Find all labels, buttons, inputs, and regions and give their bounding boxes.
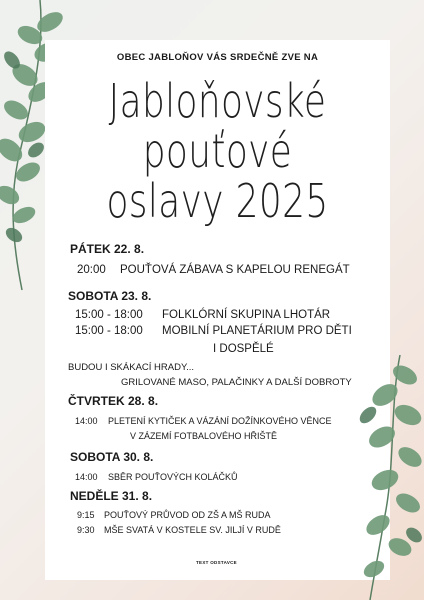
event-time: 14:00 [75, 416, 98, 426]
event-time: 9:15 [77, 510, 95, 520]
event-text: POUŤOVÝ PRŮVOD OD ZŠ A MŠ RUDA [104, 510, 271, 520]
invitation-line: OBEC JABLOŇOV VÁS SRDEČNĚ ZVE NA [116, 52, 319, 63]
event-text: PLETENÍ KYTIČEK A VÁZÁNÍ DOŽÍNKOVÉHO VĚNCE [108, 416, 332, 426]
event-text-continued: V ZÁZEMÍ FOTBALOVÉHO HŘIŠTĚ [130, 431, 278, 441]
extra-note: GRILOVANÉ MASO, PALAČINKY A DALŠÍ DOBROTY [121, 377, 352, 388]
day-heading-saturday-2: SOBOTA 30. 8. [70, 450, 154, 464]
event-text-continued: I DOSPĚLÉ [213, 343, 274, 355]
event-time: 14:00 [75, 472, 98, 482]
footer-placeholder-text: TEXT ODSTAVCE [196, 560, 237, 565]
event-text: SBĚR POUŤOVÝCH KOLÁČKŮ [108, 472, 238, 482]
event-time: 20:00 [77, 264, 106, 276]
extra-note: BUDOU I SKÁKACÍ HRADY... [68, 362, 194, 373]
title-line-2: pouťové [142, 124, 293, 178]
event-title [83, 76, 352, 226]
event-text: FOLKLÓRNÍ SKUPINA LHOTÁR [162, 309, 331, 321]
day-heading-thursday: ČTVRTEK 28. 8. [68, 394, 159, 408]
day-heading-saturday: SOBOTA 23. 8. [68, 289, 152, 303]
title-line-3: oslavy 2025 [106, 174, 329, 228]
day-heading-sunday: NEDĚLE 31. 8. [70, 489, 153, 503]
day-heading-friday: PÁTEK 22. 8. [70, 242, 145, 256]
event-text: MŠE SVATÁ V KOSTELE SV. JILJÍ V RUDĚ [104, 525, 281, 535]
event-time: 15:00 - 18:00 [75, 325, 143, 337]
eucalyptus-leaves-right-icon [330, 355, 424, 600]
event-time: 15:00 - 18:00 [75, 309, 143, 321]
event-text: MOBILNÍ PLANETÁRIUM PRO DĚTI [162, 325, 352, 337]
event-time: 9:30 [77, 525, 95, 535]
title-line-1: Jabloňovské [108, 74, 327, 128]
event-text: POUŤOVÁ ZÁBAVA S KAPELOU RENEGÁT [120, 264, 350, 276]
